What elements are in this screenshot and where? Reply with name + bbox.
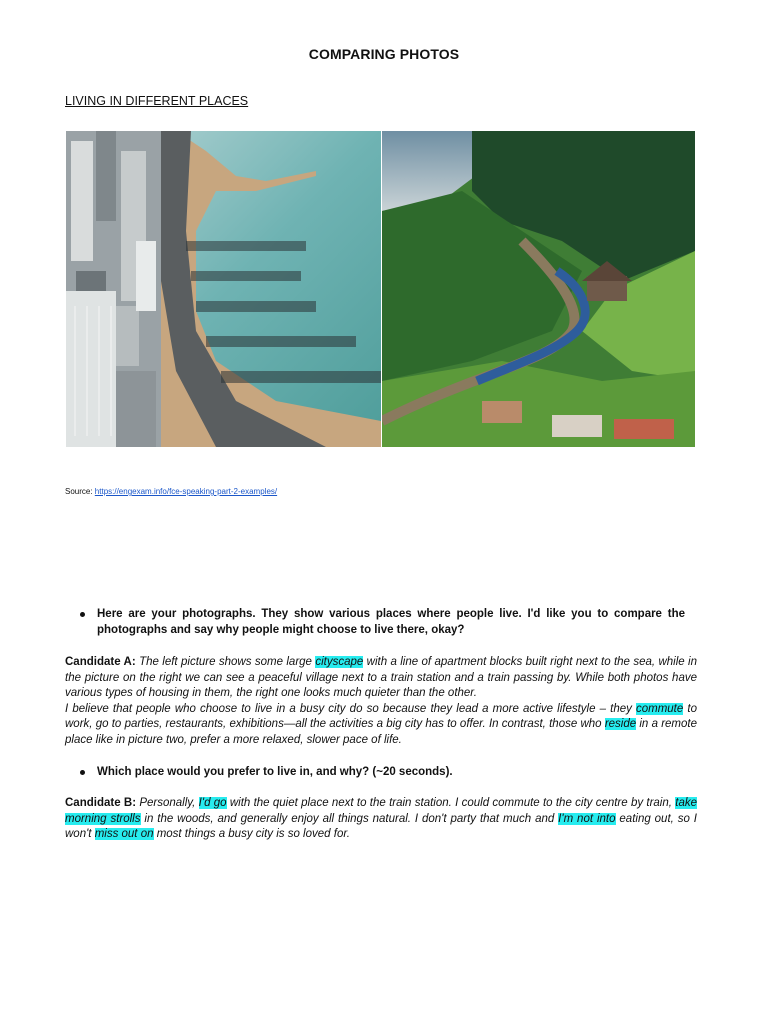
answer-text: in the woods, and generally enjoy all things natural. I don't party that much and (140, 812, 559, 825)
highlighted-word: I'd go (198, 797, 227, 809)
highlighted-word: miss out on (94, 828, 154, 841)
answer-text: with a line of apartment blocks built right next to the sea, while in the picture on the right we can see a peaceful village next to a train station and a train passing by. While both photos have various types of housing in them, the right one looks much quieter than the other. (65, 656, 697, 700)
page-title: COMPARING PHOTOS (308, 46, 460, 62)
section-heading: LIVING IN DIFFERENT PLACES (65, 94, 249, 108)
answer-text: to work, go to parties, restaurants, exhibitions—all the activities a big city has to offer. In contrast, those who (65, 702, 697, 731)
question-1 (97, 606, 685, 638)
highlighted-word: I'm not into (558, 812, 616, 825)
answer-text: most things a busy city is so loved for. (153, 828, 350, 841)
question-2 (97, 764, 685, 780)
source-line (65, 487, 277, 496)
candidate-b-answer (65, 796, 697, 843)
bullet-icon (80, 612, 85, 617)
candidate-a-answer (65, 655, 697, 749)
highlighted-word: reside (604, 718, 637, 731)
candidate-b-label: Candidate B: (65, 797, 137, 809)
answer-text: eating out, so I won't (65, 812, 697, 841)
highlighted-word: commute (635, 702, 684, 715)
answer-text: Personally, (139, 797, 199, 809)
village-train-photo (382, 131, 695, 447)
candidate-a-label: Candidate A: (65, 656, 136, 668)
source-link[interactable]: https://engexam.info/fce-speaking-part-2-examples/ (94, 487, 278, 496)
answer-text: The left picture shows some large (139, 656, 316, 668)
answer-text: in a remote place like in picture two, prefer a more relaxed, slower pace of life. (65, 718, 697, 746)
question-2-text: Which place would you prefer to live in, and why? (~20 seconds). (97, 766, 453, 778)
question-1-text: Here are your photographs. They show various places where people live. I'd like you to compare the photographs and say why people might choose to live there, okay? (97, 608, 685, 636)
city-photo (66, 131, 381, 447)
answer-text: with the quiet place next to the train station. I could commute to the city centre by train, (226, 797, 676, 809)
photo-pair (66, 131, 695, 447)
source-label: Source: (65, 487, 95, 496)
bullet-icon (80, 770, 85, 775)
highlighted-word: take morning strolls (65, 797, 697, 825)
highlighted-word: cityscape (315, 656, 364, 668)
answer-text: I believe that people who choose to live in a busy city do so because they lead a more active lifestyle – they (65, 702, 636, 715)
